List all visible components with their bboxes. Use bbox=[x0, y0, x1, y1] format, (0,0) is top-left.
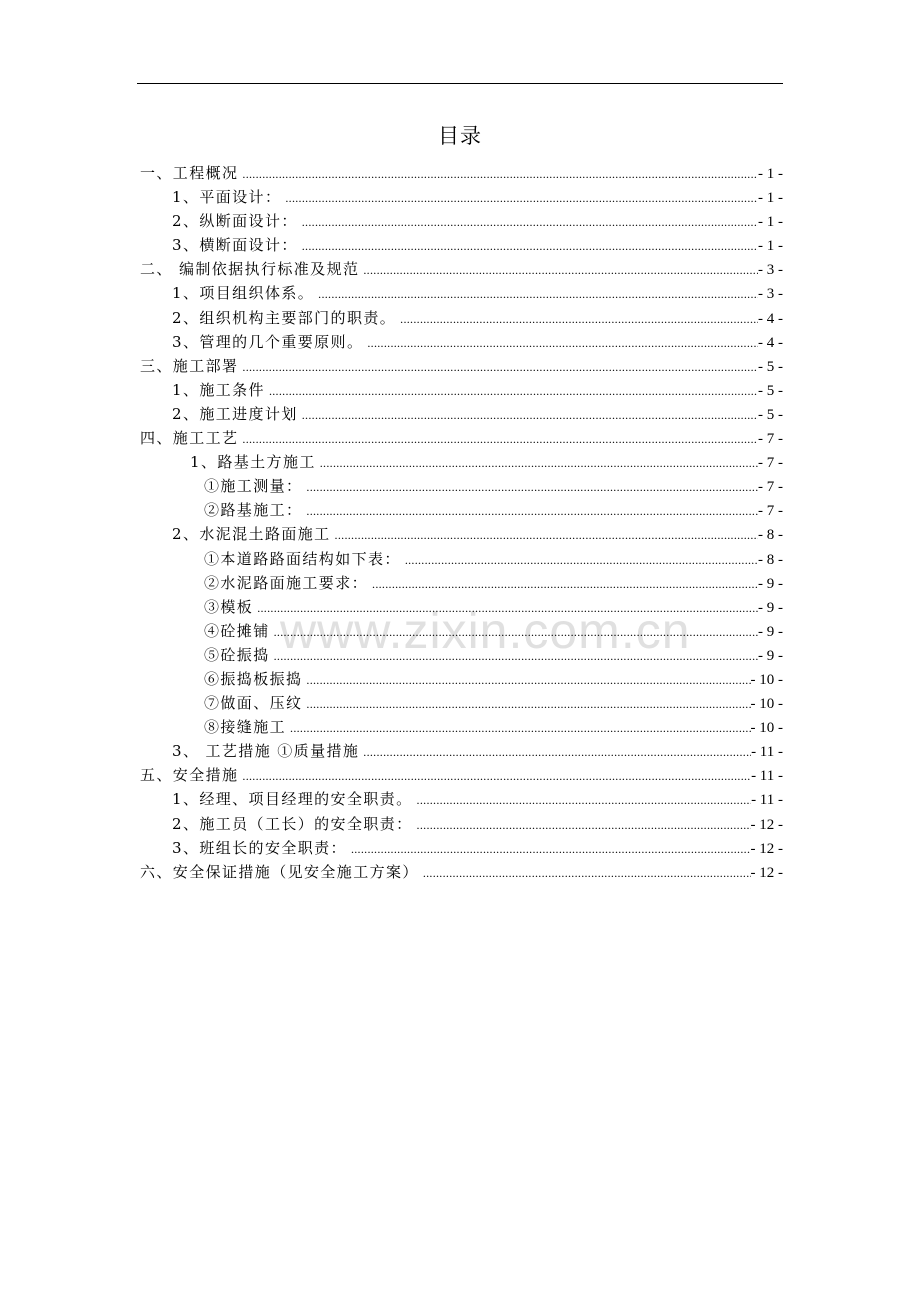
toc-leader-dots bbox=[359, 740, 751, 764]
toc-entry[interactable] bbox=[140, 763, 783, 787]
toc-entry[interactable] bbox=[140, 787, 783, 811]
toc-leader-dots bbox=[270, 620, 758, 644]
toc-entry-page: - 11 - bbox=[751, 792, 783, 809]
toc-leader-dots bbox=[238, 427, 758, 451]
toc-entry[interactable] bbox=[140, 450, 783, 474]
toc-leader-dots bbox=[253, 596, 758, 620]
toc-title: 目录 bbox=[438, 124, 482, 148]
toc-entry-page: - 3 - bbox=[758, 262, 783, 279]
table-of-contents bbox=[140, 161, 783, 884]
toc-entry-label: 3、班组长的安全职责： bbox=[172, 838, 347, 857]
toc-entry[interactable] bbox=[140, 715, 783, 739]
toc-entry[interactable] bbox=[140, 354, 783, 378]
toc-entry-page: - 12 - bbox=[750, 864, 783, 881]
toc-entry[interactable] bbox=[140, 547, 783, 571]
toc-entry-page: - 11 - bbox=[751, 744, 783, 761]
watermark: www.zixin.com.cn bbox=[280, 603, 691, 659]
toc-entry[interactable] bbox=[140, 378, 783, 402]
toc-entry-label: ①本道路路面结构如下表： bbox=[204, 549, 401, 568]
toc-leader-dots bbox=[238, 764, 751, 788]
toc-leader-dots bbox=[298, 210, 758, 234]
toc-entry[interactable] bbox=[140, 330, 783, 354]
toc-entry-label: 1、经理、项目经理的安全职责。 bbox=[172, 790, 413, 809]
toc-leader-dots bbox=[396, 307, 758, 331]
toc-entry-page: - 5 - bbox=[758, 406, 783, 423]
toc-entry-page: - 1 - bbox=[758, 166, 783, 182]
toc-entry-label: ③模板 bbox=[204, 597, 254, 616]
toc-leader-dots bbox=[265, 379, 758, 403]
toc-entry-label: 2、水泥混土路面施工 bbox=[172, 525, 331, 544]
toc-entry-page: - 1 - bbox=[758, 214, 783, 231]
toc-entry-page: - 8 - bbox=[758, 551, 783, 568]
toc-entry-page: - 5 - bbox=[758, 358, 783, 375]
toc-entry[interactable] bbox=[140, 860, 783, 884]
toc-entry-label: 3、管理的几个重要原则。 bbox=[172, 332, 364, 351]
toc-entry[interactable] bbox=[140, 161, 783, 185]
toc-entry-label: 3、横断面设计： bbox=[172, 236, 298, 255]
toc-entry-label: ④砼摊铺 bbox=[204, 621, 270, 640]
toc-entry-page: - 7 - bbox=[758, 431, 783, 448]
toc-entry-page: - 1 - bbox=[758, 190, 783, 207]
toc-entry[interactable] bbox=[140, 643, 783, 667]
toc-leader-dots bbox=[302, 499, 758, 523]
toc-entry[interactable] bbox=[140, 426, 783, 450]
toc-entry-page: - 9 - bbox=[758, 647, 783, 664]
toc-entry-page: - 9 - bbox=[758, 575, 783, 592]
toc-entry-label: ①施工测量： bbox=[204, 477, 303, 496]
toc-leader-dots bbox=[316, 451, 758, 475]
toc-entry-page: - 10 - bbox=[750, 671, 783, 688]
toc-leader-dots bbox=[347, 837, 751, 861]
toc-leader-dots bbox=[413, 788, 752, 812]
toc-entry[interactable] bbox=[140, 185, 783, 209]
toc-leader-dots bbox=[419, 861, 751, 885]
toc-entry[interactable] bbox=[140, 233, 783, 257]
toc-leader-dots bbox=[270, 644, 758, 668]
toc-entry-page: - 4 - bbox=[758, 310, 783, 327]
toc-leader-dots bbox=[302, 475, 758, 499]
toc-entry[interactable] bbox=[140, 595, 783, 619]
toc-entry-label: 2、纵断面设计： bbox=[172, 212, 298, 231]
toc-entry-label: ②水泥路面施工要求： bbox=[204, 573, 369, 592]
toc-entry-page: - 7 - bbox=[758, 455, 783, 472]
toc-entry-label: 1、路基土方施工 bbox=[190, 453, 316, 472]
toc-leader-dots bbox=[363, 331, 758, 355]
toc-entry-page: - 1 - bbox=[758, 238, 783, 255]
toc-entry-label: 一、工程概况 bbox=[140, 164, 239, 182]
toc-entry[interactable] bbox=[140, 691, 783, 715]
toc-entry-page: - 11 - bbox=[751, 768, 783, 785]
toc-entry-page: - 12 - bbox=[750, 816, 783, 833]
toc-entry[interactable] bbox=[140, 257, 783, 281]
toc-leader-dots bbox=[359, 258, 758, 282]
toc-entry-label: 3、 工艺措施 ①质量措施 bbox=[172, 742, 360, 761]
toc-entry-label: ⑥振捣板振捣 bbox=[204, 669, 303, 688]
toc-leader-dots bbox=[298, 234, 758, 258]
toc-entry-label: 三、施工部署 bbox=[140, 356, 239, 375]
toc-leader-dots bbox=[281, 186, 758, 210]
toc-entry-label: 六、安全保证措施（见安全施工方案） bbox=[140, 862, 419, 881]
toc-entry-page: - 7 - bbox=[758, 479, 783, 496]
toc-entry-page: - 9 - bbox=[758, 623, 783, 640]
toc-entry-page: - 5 - bbox=[758, 382, 783, 399]
toc-entry-page: - 4 - bbox=[758, 334, 783, 351]
toc-entry-label: 2、施工员（工长）的安全职责： bbox=[172, 814, 413, 833]
toc-entry[interactable] bbox=[140, 474, 783, 498]
toc-entry[interactable] bbox=[140, 667, 783, 691]
toc-entry-page: - 10 - bbox=[750, 720, 783, 737]
toc-leader-dots bbox=[368, 572, 758, 596]
toc-leader-dots bbox=[238, 355, 758, 379]
toc-entry[interactable] bbox=[140, 498, 783, 522]
toc-entry-label: 2、组织机构主要部门的职责。 bbox=[172, 308, 397, 327]
toc-entry[interactable] bbox=[140, 739, 783, 763]
toc-leader-dots bbox=[401, 548, 758, 572]
toc-entry[interactable] bbox=[140, 812, 783, 836]
toc-entry-label: 二、 编制依据执行标准及规范 bbox=[140, 260, 360, 279]
toc-entry[interactable] bbox=[140, 571, 783, 595]
toc-entry-page: - 9 - bbox=[758, 599, 783, 616]
toc-leader-dots bbox=[331, 523, 758, 547]
toc-leader-dots bbox=[413, 813, 751, 837]
header-rule bbox=[137, 83, 783, 84]
toc-entry[interactable] bbox=[140, 619, 783, 643]
toc-entry[interactable] bbox=[140, 306, 783, 330]
toc-leader-dots bbox=[314, 282, 758, 306]
toc-leader-dots bbox=[286, 716, 750, 740]
toc-entry-label: ⑤砼振捣 bbox=[204, 645, 270, 664]
toc-entry[interactable] bbox=[140, 522, 783, 546]
toc-leader-dots bbox=[298, 403, 758, 427]
toc-entry[interactable] bbox=[140, 836, 783, 860]
toc-entry-page: - 8 - bbox=[758, 527, 783, 544]
toc-entry-label: 1、平面设计： bbox=[172, 188, 282, 207]
toc-leader-dots bbox=[302, 692, 750, 716]
toc-entry-label: 1、项目组织体系。 bbox=[172, 284, 315, 303]
toc-entry-label: ②路基施工： bbox=[204, 501, 303, 520]
toc-entry[interactable] bbox=[140, 402, 783, 426]
toc-entry-label: 五、安全措施 bbox=[140, 766, 239, 785]
toc-leader-dots bbox=[302, 668, 750, 692]
toc-entry-label: ⑦做面、压纹 bbox=[204, 694, 303, 713]
toc-entry[interactable] bbox=[140, 281, 783, 305]
toc-entry-page: - 12 - bbox=[750, 840, 783, 857]
toc-entry-label: 1、施工条件 bbox=[172, 380, 265, 399]
toc-entry-page: - 7 - bbox=[758, 503, 783, 520]
toc-entry-label: 四、施工工艺 bbox=[140, 429, 239, 448]
toc-entry-page: - 10 - bbox=[750, 696, 783, 713]
toc-entry-label: ⑧接缝施工 bbox=[204, 718, 287, 737]
toc-entry[interactable] bbox=[140, 209, 783, 233]
toc-entry-page: - 3 - bbox=[758, 286, 783, 303]
toc-entry-label: 2、施工进度计划 bbox=[172, 404, 298, 423]
toc-leader-dots bbox=[238, 162, 758, 186]
